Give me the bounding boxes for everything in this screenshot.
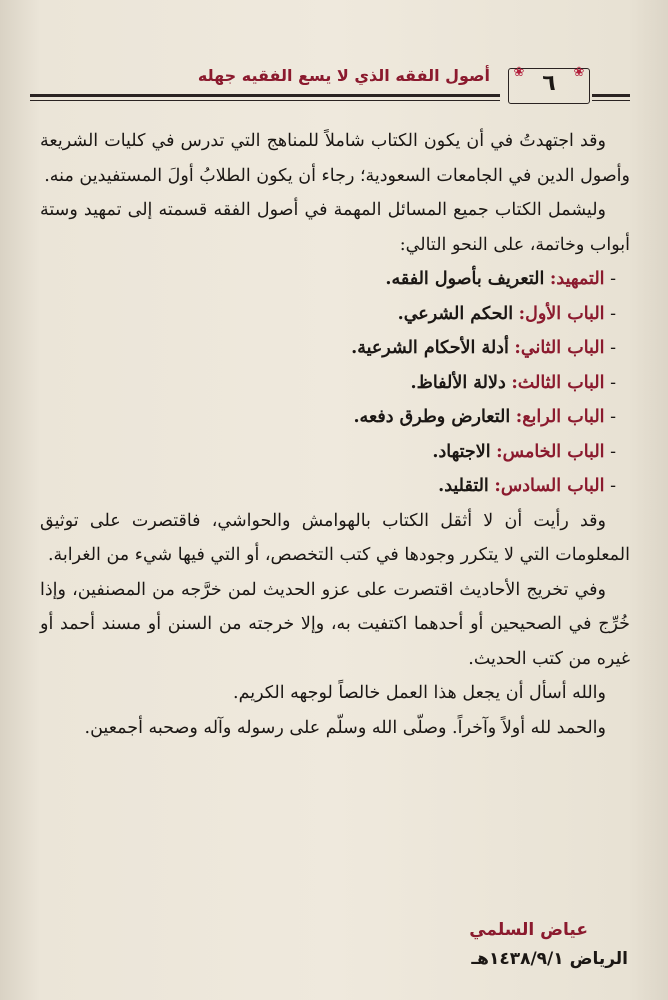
list-item: - الباب السادس: التقليد. [438, 476, 616, 496]
paragraph: والله أسأل أن يجعل هذا العمل خالصاً لوجهه الكريم. [233, 683, 606, 703]
list-item-desc: أدلة الأحكام الشرعية. [351, 338, 509, 358]
list-item-desc: الحكم الشرعي. [397, 303, 514, 324]
author-name: عياض السلمي [469, 920, 588, 940]
list-item-desc: الاجتهاد. [432, 441, 491, 462]
paragraph: والحمد لله أولاً وآخراً. وصلّى الله وسلّم على رسوله وآله وصحبه أجمعين. [84, 717, 606, 738]
running-title: أصول الفقه الذي لا يسع الفقيه جهله [197, 66, 490, 85]
paragraph: وقد رأيت أن لا أثقل الكتاب بالهوامش والحواشي، فاقتصرت على توثيق المعلومات التي لا يتكرر وجودها في كتب التخصص، أو التي فيها شيء من الغرابة. [40, 510, 630, 565]
list-item-term: الباب الثاني: [514, 338, 605, 358]
signature-block [328, 916, 628, 974]
list-item: - الباب الثاني: أدلة الأحكام الشرعية. [351, 338, 616, 358]
floral-ornament-icon: ❀ [513, 65, 525, 80]
list-item-desc: دلالة الألفاظ. [410, 372, 506, 393]
list-item-term: الباب الرابع: [515, 407, 605, 427]
page-header [30, 66, 630, 116]
header-rule-thick [30, 94, 500, 97]
list-item: - التمهيد: التعريف بأصول الفقه. [385, 269, 616, 289]
list-item: - الباب الأول: الحكم الشرعي. [397, 303, 616, 324]
floral-ornament-icon: ❀ [573, 65, 585, 80]
paragraph: وقد اجتهدتُ في أن يكون الكتاب شاملاً للمناهج التي تدرس في كليات الشريعة وأصول الدين في الجامعات السعودية؛ رجاء أن يكون الطلابُ أولَ المستفيدين منه. [40, 131, 630, 186]
paragraph: وفي تخريج الأحاديث اقتصرت على عزو الحديث لمن خرَّجه من المصنفين، وإذا خُرِّج في الصحيحين أو أحدهما اكتفيت به، وإلا خرجته من السنن أو مسند أحمد أو غيره من كتب الحديث. [40, 579, 630, 669]
list-item-term: التمهيد: [549, 269, 605, 289]
list-item-desc: التعارض وطرق دفعه. [353, 407, 511, 427]
page-body [40, 124, 630, 745]
place-date: الرياض ١٤٣٨/٩/١هـ [471, 949, 628, 969]
page-number: ٦ [542, 71, 556, 96]
header-rule-right-thin [592, 100, 630, 101]
list-item: - الباب الرابع: التعارض وطرق دفعه. [353, 407, 616, 427]
list-item-desc: التقليد. [438, 476, 489, 496]
list-item-term: الباب الخامس: [496, 441, 605, 462]
list-item-desc: التعريف بأصول الفقه. [385, 269, 545, 289]
list-item-term: الباب السادس: [494, 476, 605, 496]
list-item: - الباب الخامس: الاجتهاد. [432, 441, 616, 462]
header-rule-right [592, 94, 630, 97]
list-item-term: الباب الثالث: [511, 372, 605, 393]
header-rule-thin [30, 100, 500, 101]
list-item: - الباب الثالث: دلالة الألفاظ. [410, 372, 616, 393]
page-number-box [508, 65, 590, 104]
list-item-term: الباب الأول: [518, 303, 605, 324]
chapters-list [40, 262, 630, 504]
paragraph: وليشمل الكتاب جميع المسائل المهمة في أصول الفقه قسمته إلى تمهيد وستة أبواب وخاتمة، على النحو التالي: [40, 200, 630, 255]
